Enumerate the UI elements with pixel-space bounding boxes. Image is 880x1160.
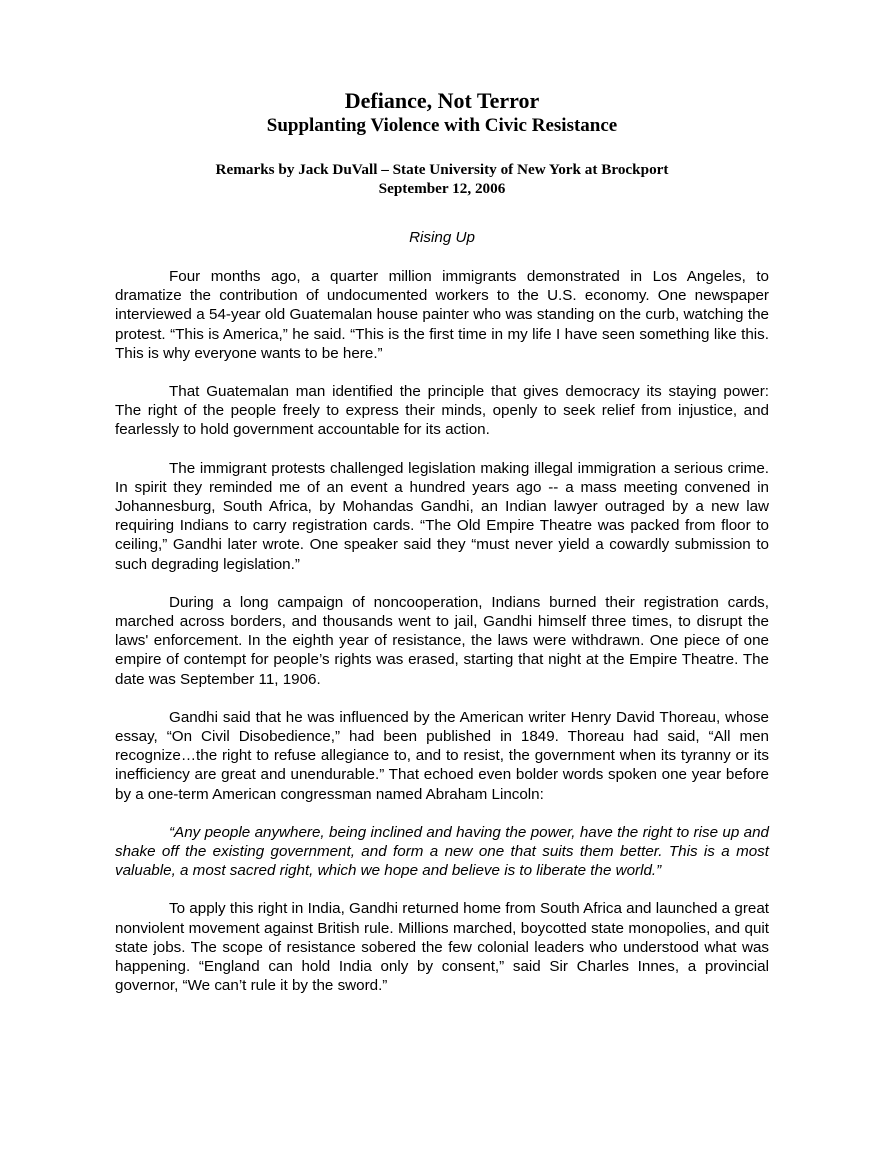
date: September 12, 2006 (378, 180, 506, 197)
byline-block (115, 160, 769, 198)
byline: Remarks by Jack DuVall – State University of New York at Brockport (215, 161, 669, 178)
paragraph: Gandhi said that he was influenced by the American writer Henry David Thoreau, whose essay, “On Civil Disobedience,” had been published in 1849. Thoreau had said, “All men recognize…the right to refuse allegiance to, and to resist, the government when its tyranny or its inefficiency are great and unendurable.” That echoed even bolder words spoken one year before by a one-term American congressman named Abraham Lincoln: (115, 708, 769, 803)
paragraph: That Guatemalan man identified the principle that gives democracy its staying power: The right of the people freely to express their minds, openly to seek relief from injustice, and fearlessly to hold government accountable for its action. (115, 383, 769, 439)
document-title: Defiance, Not Terror (344, 88, 540, 113)
paragraph: To apply this right in India, Gandhi returned home from South Africa and launched a great nonviolent movement against British rule. Millions marched, boycotted state monopolies, and quit state jobs. The scope of resistance sobered the few colonial leaders who understood what was happening. “England can hold India only by consent,” said Sir Charles Innes, a provincial governor, “We can’t rule it by the sword.” (115, 900, 769, 995)
paragraph: Four months ago, a quarter million immigrants demonstrated in Los Angeles, to dramatize the contribution of undocumented workers to the U.S. economy. One newspaper interviewed a 54-year old Guatemalan house painter who was standing on the curb, watching the protest. “This is America,” he said. “This is the first time in my life I have seen something like this. This is why everyone wants to be here.” (115, 268, 769, 362)
paragraph: During a long campaign of noncooperation, Indians burned their registration cards, marched across borders, and thousands went to jail, Gandhi himself three times, to disrupt the laws' enforcement. In the eighth year of resistance, the laws were withdrawn. One piece of one empire of contempt for people’s rights was erased, starting that night at the Empire Theatre. The date was September 11, 1906. (115, 593, 769, 688)
document-subtitle: Supplanting Violence with Civic Resistance (266, 115, 618, 136)
section-heading: Rising Up (409, 229, 475, 246)
document-page (115, 88, 769, 996)
paragraph: The immigrant protests challenged legislation making illegal immigration a serious crime. In spirit they reminded me of an event a hundred years ago -- a mass meeting convened in Johannesburg, South Africa, by Mohandas Gandhi, an Indian lawyer outraged by a new law requiring Indians to carry registration cards. “The Old Empire Theatre was packed from floor to ceiling,” Gandhi later wrote. One speaker said they “must never yield a cowardly submission to such degrading legislation.” (115, 459, 769, 573)
block-quote: “Any people anywhere, being inclined and having the power, have the right to rise up and shake off the existing government, and form a new one that suits them better. This is a most valuable, a most sacred right, which we hope and believe is to liberate the world.” (115, 823, 769, 880)
